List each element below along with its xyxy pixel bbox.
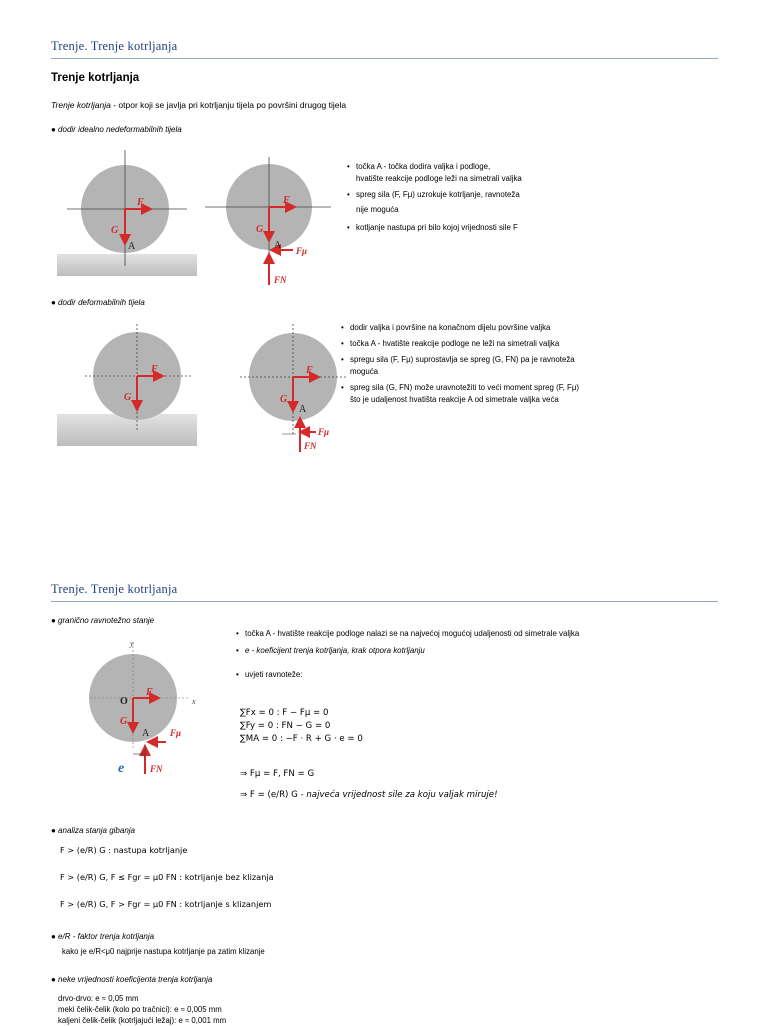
motion-row [60, 844, 274, 871]
row-formula: F > (e/R) G, F > Fgr = μ0 FN [60, 899, 177, 909]
label-G: G [124, 392, 132, 403]
row-formula: F > (e/R) G [60, 845, 106, 855]
bullets-deformable-contact: • dodir valjka i površine na konačnom dijelu površine valjka • točka A - hvatište reakcije podloge ne leži na simetrali valjka • spregu sila (F, Fμ) suprostavlja se spreg (G, FN) pa je ravnoteža moguća • spreg sila (G, FN) može uravnotežiti to veći moment spreg (F, Fμ) što je udaljenost hvatišta reakcije A od simetrale valjka veća [341, 323, 580, 404]
label-e: e [118, 761, 125, 776]
heading-ideal-contact: ● dodir idealno nedeformabilnih tijela [51, 125, 182, 134]
label-FN: FN [304, 441, 317, 451]
header-rule [51, 601, 718, 602]
figure-ideal-contact [55, 148, 200, 280]
label-G: G [111, 225, 119, 236]
header-rule [51, 58, 718, 59]
coefficient-values [58, 993, 226, 1026]
bullet-text: spregu sila (F, Fμ) suprostavlja se spreg (G, FN) pa je ravnoteža moguća [350, 355, 575, 376]
label-G: G [280, 394, 288, 405]
definition-text: - otpor koji se javlja pri kotrljanju tijela po površini drugog tijela [110, 100, 347, 110]
label-Fmu: Fμ [318, 427, 330, 437]
bullet-text: spreg sila (F, Fμ) uzrokuje kotrljanje, ravnoteža [356, 190, 520, 199]
heading-limit-equilibrium: ● granično ravnotežno stanje [51, 616, 155, 625]
equation: ∑Fx = 0 : F − Fμ = 0 [240, 708, 329, 718]
figure-deformable-contact-forces [238, 322, 348, 454]
label-Fmu: Fμ [170, 728, 182, 738]
page-header: Trenje. Trenje kotrljanja [51, 39, 178, 53]
rolling-factor-text: kako je e/R<μ0 najprije nastupa kotrljanje pa zatim klizanje [62, 947, 265, 956]
coefficient-value: kaljeni čelik-čelik (kotrljajući ležaj): e ≈ 0,001 mm [58, 1016, 227, 1025]
bullet-text: e - koeficijent trenja kotrljanja, krak otpora kotrljanju [245, 646, 425, 655]
bullet-text: točka A - točka dodira valjka i podloge, [356, 162, 491, 171]
bullet-text: točka A - hvatište reakcije podloge nalazi se na najvećoj mogućoj udaljenosti od simetrale valjka [245, 629, 580, 638]
label-F: F [306, 365, 313, 376]
page-header: Trenje. Trenje kotrljanja [51, 582, 178, 596]
implication-1: ⇒ Fμ = F, FN = G [240, 769, 315, 779]
bullet-text: nije moguća [356, 205, 399, 214]
equation: ∑Fy = 0 : FN − G = 0 [240, 721, 331, 731]
equilibrium-equations [240, 707, 363, 746]
label-A: A [128, 241, 136, 252]
section-title: Trenje kotrljanja [51, 72, 140, 84]
heading-deformable-contact: ● dodir deformabilnih tijela [51, 298, 145, 307]
bullets-limit-equilibrium: • točka A - hvatište reakcije podloge nalazi se na najvećoj mogućoj udaljenosti od simetrale valjka • e - koeficijent trenja kotrljanja, krak otpora kotrljanju • uvjeti ravnoteže: [236, 629, 580, 679]
row-text: : kotrljanje s klizanjem [176, 899, 272, 909]
label-G: G [256, 224, 264, 235]
label-A: A [274, 240, 282, 251]
coefficient-value: meki čelik-čelik (kolo po tračnici): e ≈ 0,005 mm [58, 1005, 222, 1014]
row-text: : kotrljanje bez klizanja [176, 872, 274, 882]
bullet-text: točka A - hvatište reakcije podloge ne leži na simetrali valjka [350, 339, 560, 348]
bullet-text: kotljanje nastupa pri bilo kojoj vrijednosti sile F [356, 223, 518, 232]
bullet-text: uvjeti ravnoteže: [245, 670, 303, 679]
label-A: A [299, 404, 307, 415]
label-FN: FN [274, 275, 287, 285]
bullet-text: dodir valjka i površine na konačnom dijelu površine valjka [350, 323, 551, 332]
label-A: A [142, 728, 150, 739]
axis-y-label: y [130, 639, 134, 648]
definition-term: Trenje kotrljanja [51, 100, 111, 110]
label-FN: FN [150, 764, 163, 774]
figure-limit-equilibrium [88, 636, 208, 776]
label-F: F [137, 197, 144, 208]
row-text: : nastupa kotrljanje [105, 845, 188, 855]
label-O: O [120, 696, 128, 707]
label-F: F [283, 195, 290, 206]
heading-rolling-factor: ● e/R - faktor trenja kotrljanja [51, 932, 155, 941]
label-F: F [151, 364, 158, 375]
bullet-text: spreg sila (G, FN) može uravnotežiti to veći moment spreg (F, Fμ) što je udaljenost hvatišta reakcije A od simetrale valjka veća [350, 383, 580, 404]
label-Fmu: Fμ [296, 246, 308, 256]
heading-coefficient-values: ● neke vrijednosti koeficijenta trenja kotrljanja [51, 975, 213, 984]
ground [57, 254, 197, 276]
coefficient-value: drvo-drvo: e ≈ 0,05 mm [58, 994, 139, 1003]
heading-motion-analysis: ● analiza stanja gibanja [51, 826, 135, 835]
label-G: G [120, 716, 128, 727]
definition [51, 100, 346, 110]
figure-deformable-contact [55, 320, 200, 450]
equation: ∑MA = 0 : −F · R + G · e = 0 [240, 734, 363, 744]
axis-x-label: x [192, 697, 196, 706]
motion-row [60, 898, 274, 925]
bullets-ideal-contact: • točka A - točka dodira valjka i podloge, hvatište reakcije podloge leži na simetrali valjka • spreg sila (F, Fμ) uzrokuje kotrljanje, ravnoteža nije moguća • kotljanje nastupa pri bilo kojoj vrijednosti sile F [347, 162, 522, 232]
row-formula: F > (e/R) G, F ≤ Fgr = μ0 FN [60, 872, 177, 882]
motion-row [60, 871, 274, 898]
implication-2 [240, 789, 498, 802]
label-F: F [146, 687, 153, 698]
motion-analysis-rows [60, 844, 274, 925]
figure-ideal-contact-forces [203, 155, 353, 290]
bullet-text: hvatište reakcije podloge leži na simetrali valjka [356, 174, 522, 183]
implication-text: - najveća vrijednost sile za koju valjak miruje! [297, 790, 498, 800]
implication-formula: ⇒ F = (e/R) G [240, 790, 298, 800]
